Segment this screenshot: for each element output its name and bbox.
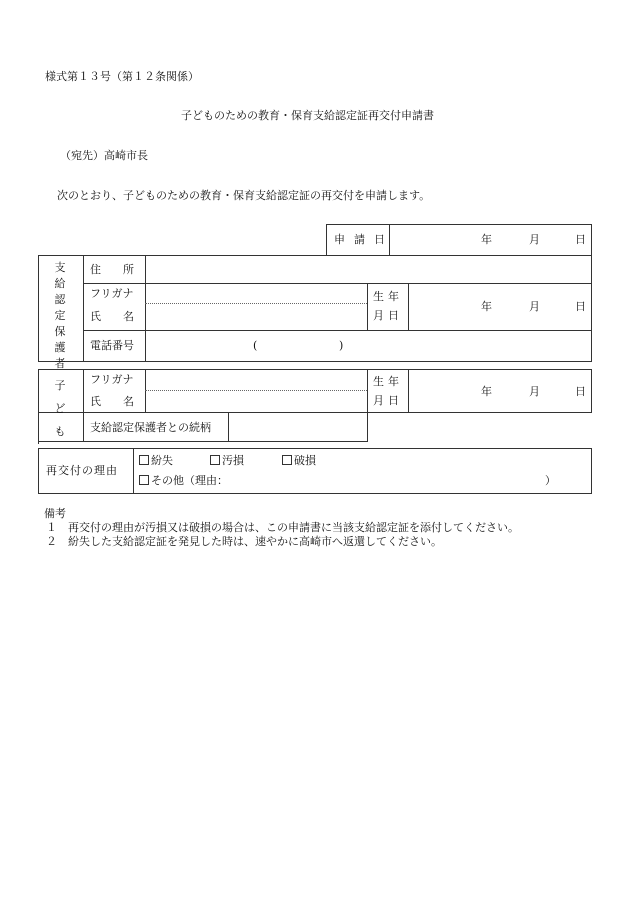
reason-option-other[interactable]: [139, 474, 228, 488]
guardian-birth-label-2: 月日: [373, 309, 403, 322]
note-2-number: ２: [46, 535, 57, 548]
child-birth-day: 日: [575, 385, 586, 398]
reason-soiled-label: 汚損: [222, 454, 244, 467]
guardian-phone-label: 電話番号: [90, 339, 134, 352]
reason-option-damaged[interactable]: [282, 454, 316, 468]
guardian-address-label: 住所: [90, 263, 156, 276]
guardian-name-label: 氏名: [90, 310, 156, 323]
checkbox-soiled[interactable]: [210, 455, 220, 465]
reason-option-lost[interactable]: [139, 454, 173, 468]
child-birth-label-1: 生年: [373, 375, 403, 388]
checkbox-lost[interactable]: [139, 455, 149, 465]
app-year-label: 年: [481, 233, 492, 246]
child-furigana-field[interactable]: [147, 371, 366, 389]
child-relation-label: 支給認定保護者との続柄: [90, 421, 211, 434]
reason-damaged-label: 破損: [294, 454, 316, 467]
child-relation-field[interactable]: [230, 414, 366, 440]
guardian-birth-label-1: 生年: [373, 290, 403, 303]
child-name-label: 氏名: [90, 395, 156, 408]
guardian-furigana-label: フリガナ: [90, 287, 134, 300]
guardian-birthdate-field[interactable]: [410, 285, 590, 329]
app-day-label: 日: [575, 233, 586, 246]
guardian-address-field[interactable]: [147, 257, 590, 282]
reason-lost-label: 紛失: [151, 454, 173, 467]
child-furigana-label: フリガナ: [90, 373, 134, 386]
addressee: （宛先）高崎市長: [60, 149, 148, 162]
application-date-label: 申請日: [334, 233, 394, 246]
reason-label: 再交付の理由: [46, 464, 118, 477]
note-1-number: １: [46, 521, 57, 534]
guardian-name-field[interactable]: [147, 305, 366, 329]
guardian-phone-field[interactable]: [147, 332, 590, 361]
child-name-field[interactable]: [147, 392, 366, 412]
form-title: 子どものための教育・保育支給認定証再交付申請書: [181, 109, 434, 122]
reason-other-field[interactable]: [232, 472, 542, 490]
reason-option-soiled[interactable]: [210, 454, 244, 468]
checkbox-other[interactable]: [139, 475, 149, 485]
guardian-birth-day: 日: [575, 300, 586, 313]
intro-text: 次のとおり、子どものための教育・保育支給認定証の再交付を申請します。: [57, 189, 431, 202]
child-birthdate-field[interactable]: [410, 371, 590, 412]
guardian-birth-year: 年: [481, 300, 492, 313]
guardian-section-label: 支 給 認 定 保 護 者: [54, 261, 66, 370]
notes-title: 備考: [44, 507, 66, 520]
phone-paren-close: ): [339, 339, 344, 352]
child-section-label: 子 ど も: [54, 379, 66, 438]
form-number: 様式第１３号（第１２条関係）: [45, 70, 199, 83]
reason-other-close: ）: [545, 474, 556, 487]
guardian-birth-month: 月: [529, 300, 540, 313]
note-1-text: 再交付の理由が汚損又は破損の場合は、この申請書に当該支給認定証を添付してください。: [68, 521, 519, 534]
guardian-furigana-field[interactable]: [147, 285, 366, 302]
note-2-text: 紛失した支給認定証を発見した時は、速やかに高崎市へ返還してください。: [68, 535, 442, 548]
child-birth-year: 年: [481, 385, 492, 398]
child-birth-month: 月: [529, 385, 540, 398]
app-month-label: 月: [529, 233, 540, 246]
checkbox-damaged[interactable]: [282, 455, 292, 465]
reason-other-label: その他（理由：: [151, 474, 228, 487]
child-birth-label-2: 月日: [373, 394, 403, 407]
phone-paren-open: (: [253, 339, 258, 352]
